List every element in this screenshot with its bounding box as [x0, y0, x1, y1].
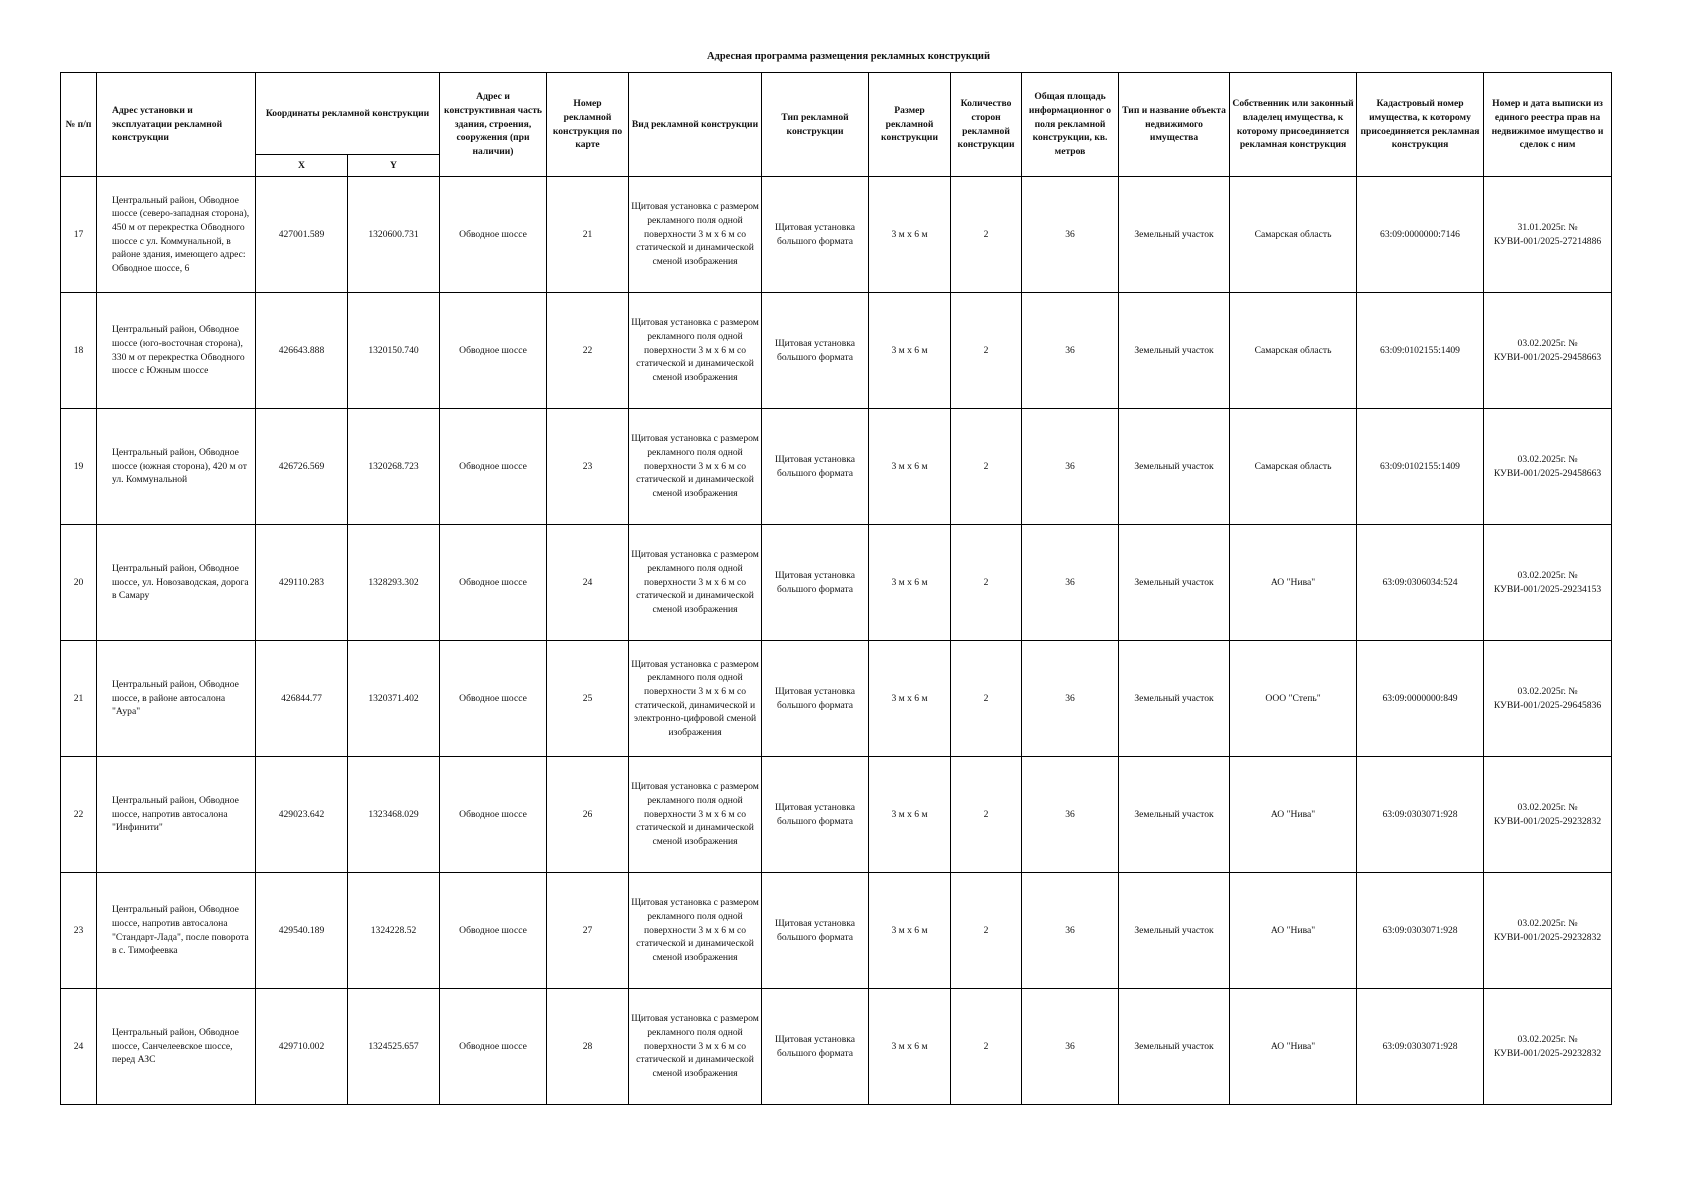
cell-kind: Щитовая установка с размером рекламного поля одной поверхности 3 м х 6 м со статической и динамической сменой изображения [629, 177, 762, 293]
cell-address: Центральный район, Обводное шоссе (южная сторона), 420 м от ул. Коммунальной [97, 409, 256, 525]
cell-property: Земельный участок [1119, 525, 1230, 641]
cell-x: 429710.002 [256, 989, 348, 1105]
cell-sides: 2 [951, 873, 1022, 989]
cell-map-no: 25 [547, 641, 629, 757]
cell-building: Обводное шоссе [440, 757, 547, 873]
table-row [61, 177, 1612, 293]
cell-building: Обводное шоссе [440, 409, 547, 525]
cell-extract: 03.02.2025г. № КУВИ-001/2025-29234153 [1484, 525, 1612, 641]
cell-address: Центральный район, Обводное шоссе, ул. Новозаводская, дорога в Самару [97, 525, 256, 641]
cell-building: Обводное шоссе [440, 293, 547, 409]
cell-kind: Щитовая установка с размером рекламного поля одной поверхности 3 м х 6 м со статической и динамической сменой изображения [629, 757, 762, 873]
cell-address: Центральный район, Обводное шоссе (юго-восточная сторона), 330 м от перекрестка Обводного шоссе с Южным шоссе [97, 293, 256, 409]
cell-extract: 03.02.2025г. № КУВИ-001/2025-29232832 [1484, 757, 1612, 873]
cell-kind: Щитовая установка с размером рекламного поля одной поверхности 3 м х 6 м со статической и динамической сменой изображения [629, 293, 762, 409]
table-row [61, 873, 1612, 989]
cell-area: 36 [1022, 873, 1119, 989]
cell-area: 36 [1022, 989, 1119, 1105]
cell-building: Обводное шоссе [440, 873, 547, 989]
cell-cadastre: 63:09:0303071:928 [1357, 757, 1484, 873]
cell-extract: 03.02.2025г. № КУВИ-001/2025-29458663 [1484, 409, 1612, 525]
cell-num: 24 [61, 989, 97, 1105]
cell-map-no: 24 [547, 525, 629, 641]
cell-y: 1324228.52 [348, 873, 440, 989]
table-header-row [61, 73, 1612, 155]
cell-size: 3 м х 6 м [869, 873, 951, 989]
cell-owner: АО "Нива" [1230, 525, 1357, 641]
cell-address: Центральный район, Обводное шоссе (северо-западная сторона), 450 м от перекрестка Обводного шоссе с ул. Коммунальной, в районе здания, имеющего адрес: Обводное шоссе, 6 [97, 177, 256, 293]
cell-owner: Самарская область [1230, 409, 1357, 525]
cell-type: Щитовая установка большого формата [762, 177, 869, 293]
cell-size: 3 м х 6 м [869, 177, 951, 293]
table-body [61, 177, 1612, 1105]
header-cadastre: Кадастровый номер имущества, к которому присоединяется рекламная конструкция [1357, 73, 1484, 177]
cell-sides: 2 [951, 409, 1022, 525]
cell-size: 3 м х 6 м [869, 525, 951, 641]
cell-cadastre: 63:09:0000000:7146 [1357, 177, 1484, 293]
cell-property: Земельный участок [1119, 757, 1230, 873]
cell-extract: 03.02.2025г. № КУВИ-001/2025-29458663 [1484, 293, 1612, 409]
header-kind: Вид рекламной конструкции [629, 73, 762, 177]
ad-program-table [60, 72, 1612, 1105]
header-y: Y [348, 155, 440, 177]
cell-kind: Щитовая установка с размером рекламного поля одной поверхности 3 м х 6 м со статической и динамической сменой изображения [629, 873, 762, 989]
cell-y: 1320600.731 [348, 177, 440, 293]
table-row [61, 409, 1612, 525]
cell-sides: 2 [951, 293, 1022, 409]
cell-cadastre: 63:09:0102155:1409 [1357, 409, 1484, 525]
page-title: Адресная программа размещения рекламных конструкций [706, 51, 991, 62]
cell-cadastre: 63:09:0306034:524 [1357, 525, 1484, 641]
cell-y: 1320371.402 [348, 641, 440, 757]
cell-owner: АО "Нива" [1230, 757, 1357, 873]
header-coords: Координаты рекламной конструкции [256, 73, 440, 155]
cell-extract: 03.02.2025г. № КУВИ-001/2025-29232832 [1484, 873, 1612, 989]
cell-address: Центральный район, Обводное шоссе, Санчелеевское шоссе, перед АЗС [97, 989, 256, 1105]
cell-building: Обводное шоссе [440, 177, 547, 293]
cell-type: Щитовая установка большого формата [762, 873, 869, 989]
cell-map-no: 21 [547, 177, 629, 293]
cell-x: 429023.642 [256, 757, 348, 873]
cell-map-no: 27 [547, 873, 629, 989]
cell-cadastre: 63:09:0102155:1409 [1357, 293, 1484, 409]
table-row [61, 989, 1612, 1105]
cell-property: Земельный участок [1119, 293, 1230, 409]
cell-sides: 2 [951, 757, 1022, 873]
header-area: Общая площадь информационног о поля рекламной конструкции, кв. метров [1022, 73, 1119, 177]
cell-owner: ООО "Степь" [1230, 641, 1357, 757]
cell-extract: 03.02.2025г. № КУВИ-001/2025-29645836 [1484, 641, 1612, 757]
cell-area: 36 [1022, 525, 1119, 641]
cell-x: 429540.189 [256, 873, 348, 989]
cell-address: Центральный район, Обводное шоссе, напротив автосалона "Инфинити" [97, 757, 256, 873]
cell-num: 18 [61, 293, 97, 409]
cell-owner: АО "Нива" [1230, 989, 1357, 1105]
header-type: Тип рекламной конструкции [762, 73, 869, 177]
cell-sides: 2 [951, 641, 1022, 757]
cell-map-no: 22 [547, 293, 629, 409]
table-row [61, 641, 1612, 757]
cell-num: 21 [61, 641, 97, 757]
cell-kind: Щитовая установка с размером рекламного поля одной поверхности 3 м х 6 м со статической и динамической сменой изображения [629, 409, 762, 525]
header-num: № п/п [61, 73, 97, 177]
cell-x: 426643.888 [256, 293, 348, 409]
cell-size: 3 м х 6 м [869, 757, 951, 873]
cell-type: Щитовая установка большого формата [762, 409, 869, 525]
cell-size: 3 м х 6 м [869, 293, 951, 409]
header-address: Адрес установки и эксплуатации рекламной конструкции [97, 73, 256, 177]
cell-property: Земельный участок [1119, 409, 1230, 525]
cell-y: 1323468.029 [348, 757, 440, 873]
cell-num: 17 [61, 177, 97, 293]
header-size: Размер рекламной конструкции [869, 73, 951, 177]
cell-building: Обводное шоссе [440, 525, 547, 641]
cell-property: Земельный участок [1119, 177, 1230, 293]
cell-area: 36 [1022, 757, 1119, 873]
cell-x: 429110.283 [256, 525, 348, 641]
cell-type: Щитовая установка большого формата [762, 757, 869, 873]
cell-sides: 2 [951, 177, 1022, 293]
table-row [61, 293, 1612, 409]
cell-extract: 31.01.2025г. № КУВИ-001/2025-27214886 [1484, 177, 1612, 293]
cell-kind: Щитовая установка с размером рекламного поля одной поверхности 3 м х 6 м со статической, динамической и электронно-цифровой сменой изображения [629, 641, 762, 757]
cell-num: 23 [61, 873, 97, 989]
cell-y: 1320268.723 [348, 409, 440, 525]
cell-num: 22 [61, 757, 97, 873]
header-building: Адрес и конструктивная часть здания, строения, сооружения (при наличии) [440, 73, 547, 177]
cell-property: Земельный участок [1119, 989, 1230, 1105]
cell-owner: Самарская область [1230, 177, 1357, 293]
cell-x: 426844.77 [256, 641, 348, 757]
cell-owner: Самарская область [1230, 293, 1357, 409]
cell-kind: Щитовая установка с размером рекламного поля одной поверхности 3 м х 6 м со статической и динамической сменой изображения [629, 525, 762, 641]
cell-sides: 2 [951, 989, 1022, 1105]
cell-address: Центральный район, Обводное шоссе, напротив автосалона "Стандарт-Лада", после поворота в с. Тимофеевка [97, 873, 256, 989]
cell-x: 426726.569 [256, 409, 348, 525]
header-map-no: Номер рекламной конструкция по карте [547, 73, 629, 177]
cell-building: Обводное шоссе [440, 641, 547, 757]
cell-y: 1324525.657 [348, 989, 440, 1105]
cell-cadastre: 63:09:0303071:928 [1357, 873, 1484, 989]
cell-property: Земельный участок [1119, 641, 1230, 757]
cell-y: 1320150.740 [348, 293, 440, 409]
cell-kind: Щитовая установка с размером рекламного поля одной поверхности 3 м х 6 м со статической и динамической сменой изображения [629, 989, 762, 1105]
cell-type: Щитовая установка большого формата [762, 525, 869, 641]
cell-type: Щитовая установка большого формата [762, 641, 869, 757]
cell-owner: АО "Нива" [1230, 873, 1357, 989]
cell-map-no: 28 [547, 989, 629, 1105]
header-owner: Собственник или законный владелец имущества, к которому присоединяется рекламная конструкция [1230, 73, 1357, 177]
cell-cadastre: 63:09:0303071:928 [1357, 989, 1484, 1105]
cell-extract: 03.02.2025г. № КУВИ-001/2025-29232832 [1484, 989, 1612, 1105]
cell-building: Обводное шоссе [440, 989, 547, 1105]
cell-num: 20 [61, 525, 97, 641]
cell-map-no: 23 [547, 409, 629, 525]
cell-area: 36 [1022, 641, 1119, 757]
cell-type: Щитовая установка большого формата [762, 989, 869, 1105]
cell-x: 427001.589 [256, 177, 348, 293]
cell-type: Щитовая установка большого формата [762, 293, 869, 409]
header-extract: Номер и дата выписки из единого реестра прав на недвижимое имущество и сделок с ним [1484, 73, 1612, 177]
cell-area: 36 [1022, 409, 1119, 525]
cell-map-no: 26 [547, 757, 629, 873]
cell-sides: 2 [951, 525, 1022, 641]
cell-address: Центральный район, Обводное шоссе, в районе автосалона "Аура" [97, 641, 256, 757]
table-row [61, 525, 1612, 641]
table-row [61, 757, 1612, 873]
header-sides: Количество сторон рекламной конструкции [951, 73, 1022, 177]
header-property: Тип и название объекта недвижимого имущества [1119, 73, 1230, 177]
cell-property: Земельный участок [1119, 873, 1230, 989]
cell-y: 1328293.302 [348, 525, 440, 641]
header-x: X [256, 155, 348, 177]
cell-cadastre: 63:09:0000000:849 [1357, 641, 1484, 757]
cell-size: 3 м х 6 м [869, 409, 951, 525]
cell-area: 36 [1022, 177, 1119, 293]
cell-num: 19 [61, 409, 97, 525]
cell-size: 3 м х 6 м [869, 989, 951, 1105]
cell-size: 3 м х 6 м [869, 641, 951, 757]
cell-area: 36 [1022, 293, 1119, 409]
